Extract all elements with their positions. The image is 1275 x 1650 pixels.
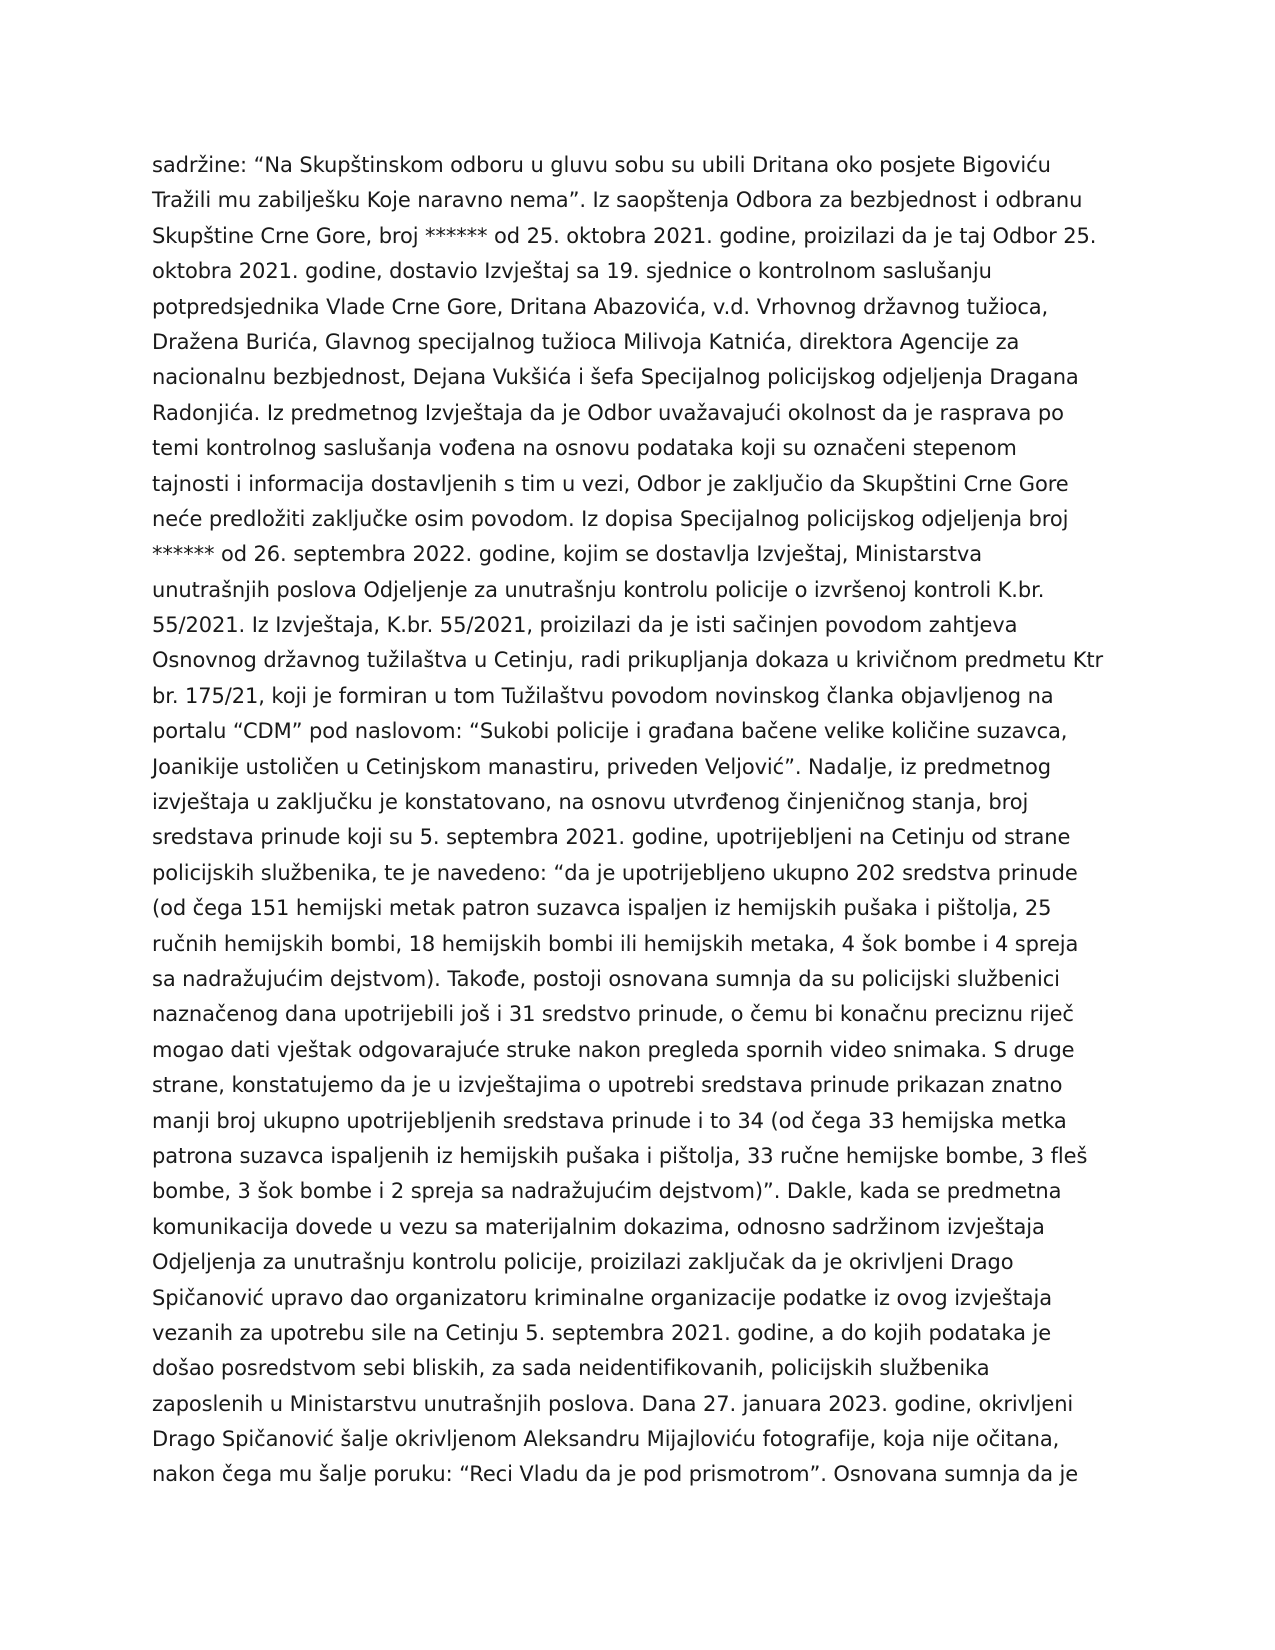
text-line: naznačenog dana upotrijebili još i 31 sredstvo prinude, o čemu bi konačnu preciznu riječ (152, 1002, 1074, 1027)
text-line: vezanih za upotrebu sile na Cetinju 5. septembra 2021. godine, a do kojih podataka je (152, 1320, 1052, 1345)
text-line: unutrašnjih poslova Odjeljenje za unutrašnju kontrolu policije o izvršenoj kontroli K.br. (152, 577, 1045, 602)
text-line: portalu “CDM” pod naslovom: “Sukobi policije i građana bačene velike količine suzavca, (152, 719, 1068, 744)
text-line: patrona suzavca ispaljenih iz hemijskih pušaka i pištolja, 33 ručne hemijske bombe, 3 fleš (152, 1143, 1088, 1168)
text-line: mogao dati vještak odgovarajuće struke nakon pregleda spornih video snimaka. S druge (152, 1037, 1075, 1062)
text-line: potpredsjednika Vlade Crne Gore, Dritana Abazovića, v.d. Vrhovnog državnog tužioca, (152, 294, 1049, 319)
text-line: ****** od 26. septembra 2022. godine, kojim se dostavlja Izvještaj, Ministarstva (152, 542, 982, 567)
text-line: došao posredstvom sebi bliskih, za sada neidentifikovanih, policijskih službenika (152, 1356, 990, 1381)
body-text (152, 148, 1152, 1493)
text-line: bombe, 3 šok bombe i 2 spreja sa nadražujućim dejstvom)”. Dakle, kada se predmetna (152, 1179, 1062, 1204)
text-line: (od čega 151 hemijski metak patron suzavca ispaljen iz hemijskih pušaka i pištolja, 25 (152, 896, 1052, 921)
text-line: br. 175/21, koji je formiran u tom Tužilaštvu povodom novinskog članka objavljenog na (152, 683, 1054, 708)
text-line: Odjeljenja za unutrašnju kontrolu policije, proizilazi zaključak da je okrivljeni Drago (152, 1250, 1014, 1275)
text-line: sa nadražujućim dejstvom). Takođe, postoji osnovana sumnja da su policijski službenici (152, 966, 1060, 991)
text-line: oktobra 2021. godine, dostavio Izvještaj sa 19. sjednice o kontrolnom saslušanju (152, 259, 992, 284)
text-line: zaposlenih u Ministarstvu unutrašnjih poslova. Dana 27. januara 2023. godine, okrivljeni (152, 1391, 1074, 1416)
text-line: nacionalnu bezbjednost, Dejana Vukšića i šefa Specijalnog policijskog odjeljenja Dragana (152, 365, 1079, 390)
text-line: ručnih hemijskih bombi, 18 hemijskih bombi ili hemijskih metaka, 4 šok bombe i 4 spreja (152, 931, 1079, 956)
text-line: manji broj ukupno upotrijebljenih sredstava prinude i to 34 (od čega 33 hemijska metka (152, 1108, 1067, 1133)
text-line: Joanikije ustoličen u Cetinjskom manastiru, priveden Veljović”. Nadalje, iz predmetnog (152, 754, 1051, 779)
text-line: Drago Spičanović šalje okrivljenom Aleksandru Mijajloviću fotografije, koja nije očitana, (152, 1427, 1060, 1452)
text-line: neće predložiti zaključke osim povodom. Iz dopisa Specijalnog policijskog odjeljenja broj (152, 506, 1069, 531)
text-line: Tražili mu zabilješku Koje naravno nema”. Iz saopštenja Odbora za bezbjednost i odbranu (152, 188, 1083, 213)
text-line: tajnosti i informacija dostavljenih s tim u vezi, Odbor je zaključio da Skupštini Crne Gore (152, 471, 1069, 496)
text-line: policijskih službenika, te je navedeno: “da je upotrijebljeno ukupno 202 sredstva prinude (152, 860, 1078, 885)
text-line: 55/2021. Iz Izvještaja, K.br. 55/2021, proizilazi da je isti sačinjen povodom zahtjeva (152, 613, 1018, 638)
text-line: komunikacija dovede u vezu sa materijalnim dokazima, odnosno sadržinom izvještaja (152, 1214, 1045, 1239)
text-line: Osnovnog državnog tužilaštva u Cetinju, radi prikupljanja dokaza u krivičnom predmetu Ktr (152, 648, 1104, 673)
text-line: nakon čega mu šalje poruku: “Reci Vladu da je pod prismotrom”. Osnovana sumnja da je (152, 1462, 1079, 1487)
text-line: Dražena Burića, Glavnog specijalnog tužioca Milivoja Katnića, direktora Agencije za (152, 329, 1020, 354)
text-line: izvještaja u zaključku je konstatovano, na osnovu utvrđenog činjeničnog stanja, broj (152, 790, 1029, 815)
text-line: sredstava prinude koji su 5. septembra 2021. godine, upotrijebljeni na Cetinju od strane (152, 825, 1071, 850)
text-line: Radonjića. Iz predmetnog Izvještaja da je Odbor uvažavajući okolnost da je rasprava po (152, 400, 1064, 425)
text-line: strane, konstatujemo da je u izvještajima o upotrebi sredstava prinude prikazan znatno (152, 1073, 1063, 1098)
text-line: Spičanović upravo dao organizatoru kriminalne organizacije podatke iz ovog izvještaja (152, 1285, 1052, 1310)
text-line: sadržine: “Na Skupštinskom odboru u gluvu sobu su ubili Dritana oko posjete Bigoviću (152, 153, 1051, 177)
text-line: Skupštine Crne Gore, broj ****** od 25. oktobra 2021. godine, proizilazi da je taj Odbor 25. (152, 223, 1097, 248)
text-line: temi kontrolnog saslušanja vođena na osnovu podataka koji su označeni stepenom (152, 436, 1017, 461)
